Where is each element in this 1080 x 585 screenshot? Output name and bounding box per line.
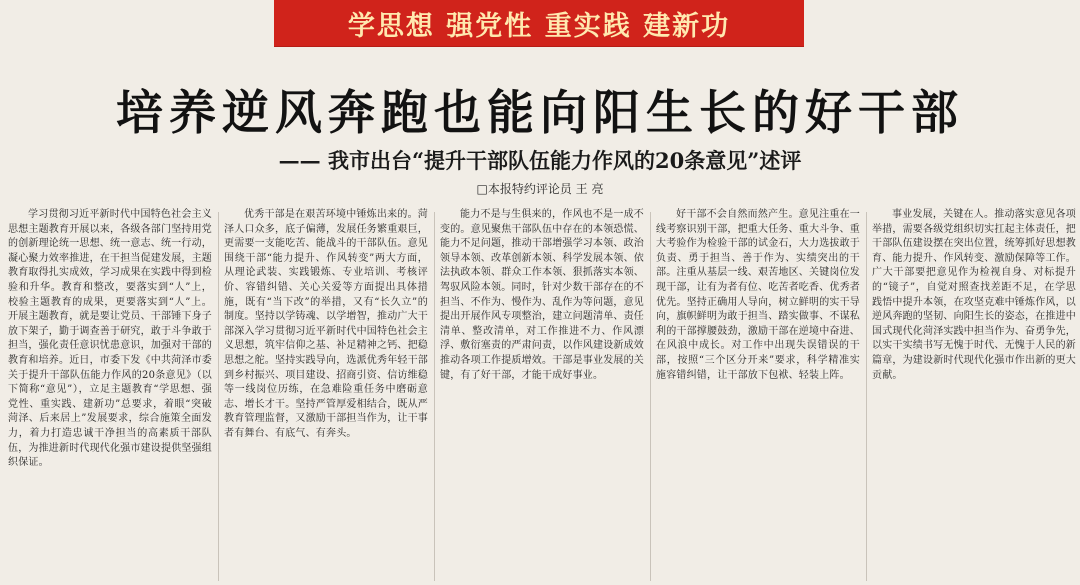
column-divider — [218, 212, 219, 581]
column-divider — [650, 212, 651, 581]
article-subtitle: —— 我市出台“提升干部队伍能力作风的20条意见”述评 — [278, 148, 802, 173]
column-divider — [866, 212, 867, 581]
section-banner — [274, 0, 804, 46]
article-column-4: 好干部不会自然而然产生。意见注重在一线考察识别干部，把重大任务、重大斗争、重大考验作为检验干部的试金石，大力选拔敢于负责、勇于担当、善于作为、实绩突出的干部。注重从基层一线、艰苦地区、关键岗位发现干部，让有为者有位、吃苦者吃香、优秀者优先。坚持正确用人导向，树立鲜明的实干导向，旗帜鲜明为敢于担当、踏实做事、不谋私利的干部撑腰鼓劲，激励干部在逆境中奋进、在风浪中成长。对工作中出现失误错误的干部，按照“三个区分开来”要求，科学精准实施容错纠错，让干部放下包袱、轻装上阵。 — [656, 209, 860, 381]
article-headline: 培养逆风奔跑也能向阳生长的好干部 — [116, 86, 964, 141]
column-divider — [434, 212, 435, 581]
article-column-5: 事业发展，关键在人。推动落实意见各项举措，需要各级党组织切实扛起主体责任，把干部队伍建设摆在突出位置，统筹抓好思想教育、能力提升、作风转变、激励保障等工作。广大干部要把意见作为检视自身、对标提升的“镜子”，自觉对照查找差距不足，在学思践悟中提升本领，在攻坚克难中锤炼作风，以逆风奔跑的坚韧、向阳生长的姿态，在推进中国式现代化菏泽实践中担当作为、奋勇争先，以实干实绩书写无愧于时代、无愧于人民的新篇章，为建设新时代现代化强市作出新的更大贡献。 — [872, 209, 1076, 381]
article-column-3: 能力不是与生俱来的，作风也不是一成不变的。意见聚焦干部队伍中存在的本领恐慌、能力不足问题，推动干部增强学习本领、政治领导本领、改革创新本领、科学发展本领、依法执政本领、群众工作本领、狠抓落实本领、驾驭风险本领。同时，针对少数干部存在的不担当、不作为、慢作为、乱作为等问题，意见提出开展作风专项整治，建立问题清单、责任清单、整改清单，对工作推进不力、作风漂浮、敷衍塞责的严肃问责，以作风建设新成效推动各项工作提质增效。干部是事业发展的关键，有了好干部，才能干成好事业。 — [440, 209, 644, 381]
article-column-2: 优秀干部是在艰苦环境中锤炼出来的。菏泽人口众多，底子偏薄，发展任务繁重艰巨，更需要一支能吃苦、能战斗的干部队伍。意见围绕干部“能力提升、作风转变”两大方面，从理论武装、实践锻炼、专业培训、考核评价、容错纠错、关心关爱等方面提出具体措施，既有“当下改”的举措，又有“长久立”的制度。坚持以学铸魂、以学增智，推动广大干部深入学习贯彻习近平新时代中国特色社会主义思想，筑牢信仰之基、补足精神之钙、把稳思想之舵。坚持实践导向，选派优秀年轻干部到乡村振兴、项目建设、招商引资、信访维稳等一线岗位历练，在急难险重任务中磨砺意志、增长才干。坚持严管厚爱相结合，既从严教育管理监督，又激励干部担当作为，让干事者有舞台、有底气、有奔头。 — [224, 209, 428, 439]
article-byline: □本报特约评论员 王 亮 — [476, 182, 604, 196]
article-body — [0, 208, 1080, 585]
article-column-1: 学习贯彻习近平新时代中国特色社会主义思想主题教育开展以来，各级各部门坚持用党的创新理论统一思想、统一意志、统一行动，凝心聚力效率推进，在干担当促建发展，主题教育取得扎实成效，学习成果在实践中得到检验和升华。教育和整改，要落实到“人”上，校验主题教育的成果，更要落实到“人”上。开展主题教育，就是要让党员、干部锤下身子放下架子，勤于调查善于研究，敢于斗争敢于担当，强化责任意识忧患意识，加强对干部的教育和培养。近日，市委下发《中共菏泽市委关于提升干部队伍能力作风的20条意见》（以下简称“意见”），立足主题教育“学思想、强党性、重实践、建新功”总要求，着眼“突破菏泽、后来居上”发展要求，综合施策全面发力，着力打造忠诚干净担当的高素质干部队伍，为推进新时代现代化强市建设提供坚强组织保证。 — [8, 209, 212, 469]
banner-slogan: 学思想 强党性 重实践 建新功 — [347, 10, 731, 42]
